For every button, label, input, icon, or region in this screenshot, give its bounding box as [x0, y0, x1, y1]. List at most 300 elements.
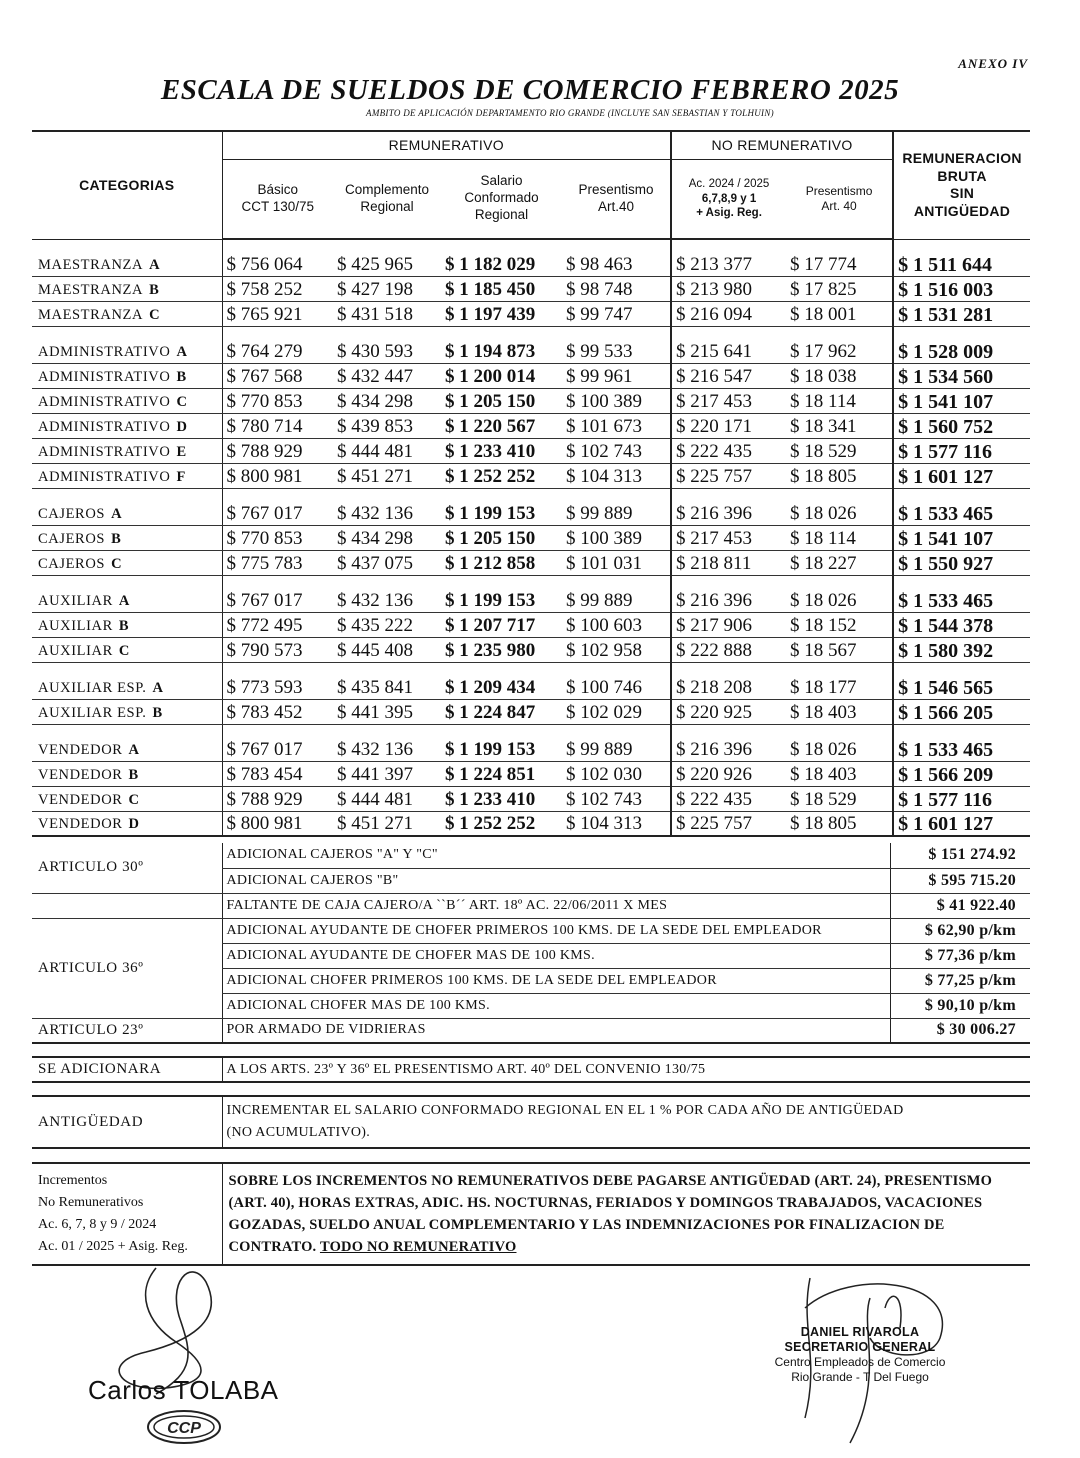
- antiguedad-desc: INCREMENTAR EL SALARIO CONFORMADO REGIONAL EN EL 1 % POR CADA AÑO DE ANTIGÜEDAD (NO ACUMULATIVO).: [222, 1096, 1030, 1148]
- cell-presentismo-nr: $ 18 529: [786, 786, 893, 811]
- cell-presentismo-nr: $ 18 529: [786, 438, 893, 463]
- cell-remuneracion-bruta: $ 1 550 927: [893, 550, 1030, 575]
- cell-presentismo: $ 102 030: [562, 761, 671, 786]
- header-bruta-line4: ANTIGÜEDAD: [913, 202, 1011, 219]
- category-cell: [32, 251, 222, 276]
- header-salario-line3: Regional: [474, 207, 529, 223]
- right-signature-block: [770, 1325, 950, 1385]
- header-bruta-line2: BRUTA: [937, 167, 987, 184]
- cell-remuneracion-bruta: $ 1 580 392: [893, 637, 1030, 662]
- header-complemento: [333, 159, 441, 239]
- document-subtitle: AMBITO DE APLICACIÓN DEPARTAMENTO RIO GRANDE (INCLUYE SAN SEBASTIAN Y TOLHUIN): [366, 108, 774, 118]
- spacer-cell: [893, 326, 1030, 338]
- cell-presentismo: $ 98 463: [562, 251, 671, 276]
- table-row: [32, 736, 1030, 761]
- cell-presentismo: $ 102 743: [562, 786, 671, 811]
- spacer-cell: [671, 662, 786, 674]
- cell-presentismo: $ 99 533: [562, 338, 671, 363]
- spacer-cell: [333, 575, 441, 587]
- cell-presentismo-nr: $ 18 403: [786, 761, 893, 786]
- header-presentismo-nr-line2: Art. 40: [821, 198, 857, 213]
- header-acuerdo-line3: + Asig. Reg.: [696, 206, 762, 219]
- category-name: VENDEDOR: [38, 791, 123, 808]
- category-name: VENDEDOR: [38, 816, 123, 832]
- table-row: [32, 637, 1030, 662]
- cell-basico: $ 770 853: [222, 525, 333, 550]
- category-cell: [32, 550, 222, 575]
- header-salario-line1: Salario: [480, 173, 523, 189]
- category-name: AUXILIAR: [38, 617, 113, 634]
- category-letter: A: [176, 343, 188, 360]
- header-bruta-line3: SIN: [949, 185, 975, 202]
- spacer-cell: [333, 488, 441, 500]
- spacer-cell: [333, 724, 441, 736]
- cell-acuerdo: $ 216 094: [671, 301, 786, 326]
- notes-label: [32, 1163, 222, 1265]
- cell-basico: $ 767 017: [222, 587, 333, 612]
- cell-presentismo-nr: $ 18 805: [786, 811, 893, 836]
- cell-acuerdo: $ 213 980: [671, 276, 786, 301]
- category-letter: C: [149, 306, 161, 323]
- category-cell: [32, 612, 222, 637]
- spacer-cell: [786, 575, 893, 587]
- cell-presentismo: $ 99 889: [562, 736, 671, 761]
- header-salario-line2: Conformado: [464, 190, 539, 206]
- spacer-cell: [222, 724, 333, 736]
- table-row: [32, 786, 1030, 811]
- spacer-cell: [441, 575, 562, 587]
- cell-presentismo: $ 100 746: [562, 674, 671, 699]
- header-presentismo-line2: Art.40: [598, 198, 635, 214]
- spacer: [32, 1082, 1030, 1096]
- left-signature-name: Carlos TOLABA: [88, 1375, 279, 1405]
- cell-basico: $ 800 981: [222, 811, 333, 836]
- cell-acuerdo: $ 213 377: [671, 251, 786, 276]
- document-title: ESCALA DE SUELDOS DE COMERCIO FEBRERO 2025: [160, 74, 900, 106]
- cell-presentismo-nr: $ 18 001: [786, 301, 893, 326]
- art36-label: ARTICULO 36º: [32, 918, 222, 1018]
- cell-acuerdo: $ 220 925: [671, 699, 786, 724]
- spacer-cell: [893, 724, 1030, 736]
- cell-presentismo-nr: $ 18 177: [786, 674, 893, 699]
- spacer-cell: [671, 488, 786, 500]
- cell-acuerdo: $ 216 547: [671, 363, 786, 388]
- spacer-cell: [786, 662, 893, 674]
- spacer-cell: [333, 239, 441, 251]
- cell-salario-conformado: $ 1 252 252: [441, 463, 562, 488]
- table-row: [32, 463, 1030, 488]
- spacer-cell: [671, 724, 786, 736]
- cell-basico: $ 767 017: [222, 500, 333, 525]
- ccp-stamp-logo: [146, 1409, 222, 1445]
- cell-complemento: $ 432 136: [333, 736, 441, 761]
- header-presentismo: [562, 159, 671, 239]
- right-signature-title: SECRETARIO GENERAL: [784, 1340, 936, 1354]
- art23-amount: $ 30 006.27: [890, 1018, 1030, 1043]
- cell-complemento: $ 439 853: [333, 413, 441, 438]
- category-name: AUXILIAR ESP.: [38, 704, 147, 721]
- category-cell: [32, 525, 222, 550]
- cell-remuneracion-bruta: $ 1 511 644: [893, 251, 1030, 276]
- category-name: CAJEROS: [38, 555, 106, 572]
- table-row: [32, 525, 1030, 550]
- cell-salario-conformado: $ 1 209 434: [441, 674, 562, 699]
- cell-complemento: $ 441 397: [333, 761, 441, 786]
- category-name: ADMINISTRATIVO: [38, 343, 171, 360]
- cell-remuneracion-bruta: $ 1 566 205: [893, 699, 1030, 724]
- cell-remuneracion-bruta: $ 1 533 465: [893, 587, 1030, 612]
- cell-basico: $ 775 783: [222, 550, 333, 575]
- category-cell: [32, 637, 222, 662]
- cell-basico: $ 783 452: [222, 699, 333, 724]
- notes-label-line3: Ac. 6, 7, 8 y 9 / 2024: [38, 1217, 157, 1232]
- cell-remuneracion-bruta: $ 1 560 752: [893, 413, 1030, 438]
- header-categorias: CATEGORIAS: [32, 131, 222, 239]
- cell-complemento: $ 430 593: [333, 338, 441, 363]
- spacer-cell: [786, 326, 893, 338]
- cell-basico: $ 788 929: [222, 786, 333, 811]
- group-spacer: [32, 662, 1030, 674]
- cell-salario-conformado: $ 1 199 153: [441, 736, 562, 761]
- cell-presentismo-nr: $ 18 038: [786, 363, 893, 388]
- art30-label: ARTICULO 30º: [32, 843, 222, 893]
- cell-salario-conformado: $ 1 224 847: [441, 699, 562, 724]
- cell-presentismo: $ 102 743: [562, 438, 671, 463]
- cell-complemento: $ 434 298: [333, 525, 441, 550]
- category-name: MAESTRANZA: [38, 306, 144, 323]
- cell-basico: $ 767 568: [222, 363, 333, 388]
- header-remuneracion-bruta: [893, 131, 1030, 239]
- header-bruta-line1: REMUNERACION: [902, 150, 1022, 167]
- spacer-cell: [32, 488, 222, 500]
- spacer-cell: [441, 488, 562, 500]
- spacer-cell: [222, 575, 333, 587]
- category-letter: C: [128, 791, 140, 808]
- table-row: [32, 251, 1030, 276]
- cell-basico: $ 780 714: [222, 413, 333, 438]
- group-spacer: [32, 326, 1030, 338]
- salary-table-body: [32, 239, 1030, 836]
- header-basico-line1: Básico: [257, 181, 299, 197]
- cell-presentismo-nr: $ 17 825: [786, 276, 893, 301]
- cell-presentismo-nr: $ 18 114: [786, 525, 893, 550]
- cell-salario-conformado: $ 1 235 980: [441, 637, 562, 662]
- cell-presentismo-nr: $ 18 152: [786, 612, 893, 637]
- cell-remuneracion-bruta: $ 1 544 378: [893, 612, 1030, 637]
- category-letter: A: [149, 256, 161, 273]
- header-acuerdo-line2: 6,7,8,9 y 1: [701, 192, 757, 205]
- art36-item-1-amount: $ 62,90 p/km: [890, 918, 1030, 943]
- category-cell: [32, 699, 222, 724]
- table-row: [32, 674, 1030, 699]
- category-cell: [32, 338, 222, 363]
- cell-presentismo: $ 98 748: [562, 276, 671, 301]
- cell-acuerdo: $ 220 926: [671, 761, 786, 786]
- cell-salario-conformado: $ 1 197 439: [441, 301, 562, 326]
- category-name: MAESTRANZA: [38, 281, 144, 298]
- cell-presentismo-nr: $ 18 227: [786, 550, 893, 575]
- cell-presentismo-nr: $ 18 114: [786, 388, 893, 413]
- category-name: ADMINISTRATIVO: [38, 393, 171, 410]
- group-spacer: [32, 724, 1030, 736]
- faltante-desc: FALTANTE DE CAJA CAJERO/A ``B´´ ART. 18º AC. 22/06/2011 X MES: [222, 893, 890, 918]
- header-presentismo-line1: Presentismo: [578, 181, 654, 197]
- category-name: ADMINISTRATIVO: [38, 443, 171, 460]
- table-row: [32, 338, 1030, 363]
- se-adicionara-label: SE ADICIONARA: [32, 1057, 222, 1082]
- cell-presentismo-nr: $ 17 774: [786, 251, 893, 276]
- cell-remuneracion-bruta: $ 1 601 127: [893, 811, 1030, 836]
- spacer-cell: [562, 724, 671, 736]
- cell-presentismo: $ 99 889: [562, 500, 671, 525]
- group-spacer: [32, 239, 1030, 251]
- spacer-cell: [32, 575, 222, 587]
- category-letter: C: [118, 642, 130, 659]
- category-letter: D: [128, 816, 140, 832]
- cell-basico: $ 770 853: [222, 388, 333, 413]
- spacer-cell: [32, 724, 222, 736]
- cell-complemento: $ 435 841: [333, 674, 441, 699]
- cell-presentismo-nr: $ 18 341: [786, 413, 893, 438]
- cell-presentismo: $ 99 961: [562, 363, 671, 388]
- header-acuerdo-line1: Ac. 2024 / 2025: [688, 178, 770, 191]
- spacer-cell: [32, 662, 222, 674]
- spacer-cell: [671, 326, 786, 338]
- spacer-cell: [562, 488, 671, 500]
- cell-complemento: $ 444 481: [333, 438, 441, 463]
- cell-complemento: $ 431 518: [333, 301, 441, 326]
- faltante-amount: $ 41 922.40: [890, 893, 1030, 918]
- notes-label-line2: No Remunerativos: [38, 1195, 144, 1210]
- spacer-cell: [786, 488, 893, 500]
- header-no-remunerativo: NO REMUNERATIVO: [671, 131, 893, 159]
- cell-presentismo-nr: $ 18 026: [786, 500, 893, 525]
- cell-acuerdo: $ 216 396: [671, 736, 786, 761]
- cell-remuneracion-bruta: $ 1 533 465: [893, 500, 1030, 525]
- right-signature-name: DANIEL RIVAROLA: [800, 1325, 920, 1339]
- additionals-table: [32, 843, 1030, 1149]
- art23-desc: POR ARMADO DE VIDRIERAS: [222, 1018, 890, 1043]
- cell-complemento: $ 432 136: [333, 500, 441, 525]
- header-basico-line2: CCT 130/75: [241, 198, 315, 214]
- cell-salario-conformado: $ 1 212 858: [441, 550, 562, 575]
- cell-complemento: $ 444 481: [333, 786, 441, 811]
- spacer-cell: [786, 724, 893, 736]
- category-cell: [32, 363, 222, 388]
- cell-presentismo-nr: $ 18 026: [786, 587, 893, 612]
- table-row: [32, 761, 1030, 786]
- art36-item-3-amount: $ 77,25 p/km: [890, 968, 1030, 993]
- category-letter: B: [118, 617, 130, 634]
- cell-complemento: $ 441 395: [333, 699, 441, 724]
- spacer-cell: [222, 326, 333, 338]
- faltante-label-cell: [32, 893, 222, 918]
- category-cell: [32, 786, 222, 811]
- spacer-cell: [786, 239, 893, 251]
- cell-presentismo: $ 101 031: [562, 550, 671, 575]
- category-cell: [32, 388, 222, 413]
- cell-basico: $ 765 921: [222, 301, 333, 326]
- spacer-cell: [562, 575, 671, 587]
- spacer-cell: [441, 724, 562, 736]
- art36-item-3-desc: ADICIONAL CHOFER PRIMEROS 100 KMS. DE LA SEDE DEL EMPLEADOR: [222, 968, 890, 993]
- header-complemento-line1: Complemento: [344, 181, 430, 197]
- cell-acuerdo: $ 225 757: [671, 811, 786, 836]
- cell-remuneracion-bruta: $ 1 528 009: [893, 338, 1030, 363]
- right-signature-org-line1: Centro Empleados de Comercio: [774, 1355, 946, 1369]
- category-name: AUXILIAR: [38, 642, 113, 659]
- cell-presentismo: $ 100 603: [562, 612, 671, 637]
- spacer-cell: [222, 488, 333, 500]
- cell-acuerdo: $ 220 171: [671, 413, 786, 438]
- category-letter: B: [152, 704, 163, 721]
- cell-presentismo-nr: $ 18 026: [786, 736, 893, 761]
- cell-salario-conformado: $ 1 194 873: [441, 338, 562, 363]
- cell-complemento: $ 425 965: [333, 251, 441, 276]
- cell-acuerdo: $ 225 757: [671, 463, 786, 488]
- category-cell: [32, 736, 222, 761]
- cell-complemento: $ 432 447: [333, 363, 441, 388]
- antiguedad-label: ANTIGÜEDAD: [32, 1096, 222, 1148]
- spacer-cell: [32, 326, 222, 338]
- cell-acuerdo: $ 217 453: [671, 525, 786, 550]
- art30-item-2-amount: $ 595 715.20: [890, 868, 1030, 893]
- category-name: ADMINISTRATIVO: [38, 468, 171, 485]
- cell-presentismo-nr: $ 18 403: [786, 699, 893, 724]
- spacer-cell: [562, 662, 671, 674]
- spacer-cell: [222, 662, 333, 674]
- se-adicionara-desc: A LOS ARTS. 23º Y 36º EL PRESENTISMO ART. 40º DEL CONVENIO 130/75: [222, 1057, 1030, 1082]
- cell-presentismo: $ 100 389: [562, 525, 671, 550]
- spacer-cell: [333, 662, 441, 674]
- cell-acuerdo: $ 218 208: [671, 674, 786, 699]
- category-letter: B: [111, 530, 122, 547]
- table-row: [32, 301, 1030, 326]
- cell-remuneracion-bruta: $ 1 546 565: [893, 674, 1030, 699]
- cell-salario-conformado: $ 1 205 150: [441, 525, 562, 550]
- right-signature-org-line2: Rio Grande - T Del Fuego: [791, 1370, 929, 1384]
- cell-remuneracion-bruta: $ 1 534 560: [893, 363, 1030, 388]
- category-cell: [32, 761, 222, 786]
- art30-item-1-amount: $ 151 274.92: [890, 843, 1030, 868]
- art36-item-4-desc: ADICIONAL CHOFER MAS DE 100 KMS.: [222, 993, 890, 1018]
- cell-remuneracion-bruta: $ 1 531 281: [893, 301, 1030, 326]
- cell-presentismo-nr: $ 18 567: [786, 637, 893, 662]
- cell-basico: $ 800 981: [222, 463, 333, 488]
- category-name: AUXILIAR ESP.: [38, 679, 147, 696]
- cell-remuneracion-bruta: $ 1 516 003: [893, 276, 1030, 301]
- cell-presentismo: $ 104 313: [562, 811, 671, 836]
- category-name: VENDEDOR: [38, 741, 123, 758]
- cell-remuneracion-bruta: $ 1 601 127: [893, 463, 1030, 488]
- notes-label-line1: Incrementos: [38, 1173, 108, 1188]
- category-name: ADMINISTRATIVO: [38, 418, 171, 435]
- header-remunerativo: REMUNERATIVO: [222, 131, 671, 159]
- category-name: MAESTRANZA: [38, 256, 144, 273]
- cell-acuerdo: $ 222 888: [671, 637, 786, 662]
- notes-text: [222, 1163, 1030, 1265]
- category-cell: [32, 587, 222, 612]
- cell-basico: $ 756 064: [222, 251, 333, 276]
- header-presentismo-nr-line1: Presentismo: [805, 183, 873, 198]
- cell-salario-conformado: $ 1 199 153: [441, 500, 562, 525]
- cell-remuneracion-bruta: $ 1 541 107: [893, 525, 1030, 550]
- salary-table: [32, 130, 1030, 837]
- table-row: [32, 550, 1030, 575]
- art36-item-1-desc: ADICIONAL AYUDANTE DE CHOFER PRIMEROS 100 KMS. DE LA SEDE DEL EMPLEADOR: [222, 918, 890, 943]
- cell-salario-conformado: $ 1 224 851: [441, 761, 562, 786]
- art36-item-4-amount: $ 90,10 p/km: [890, 993, 1030, 1018]
- cell-presentismo: $ 104 313: [562, 463, 671, 488]
- table-row: [32, 363, 1030, 388]
- annex-label: ANEXO IV: [958, 56, 1028, 71]
- spacer-cell: [893, 662, 1030, 674]
- category-cell: [32, 413, 222, 438]
- cell-remuneracion-bruta: $ 1 566 209: [893, 761, 1030, 786]
- cell-basico: $ 764 279: [222, 338, 333, 363]
- cell-acuerdo: $ 216 396: [671, 587, 786, 612]
- group-spacer: [32, 575, 1030, 587]
- notes-body: SOBRE LOS INCREMENTOS NO REMUNERATIVOS DEBE PAGARSE ANTIGÜEDAD (ART. 24), PRESENTISMO (ART. 40), HORAS EXTRAS, ADIC. HS. NOCTURNAS, FERIADOS Y DOMINGOS TRABAJADOS, VACACIONES GOZADAS, SUELDO ANUAL COMPLEMENTARIO Y LAS INDEMNIZACIONES POR FINALIZACION DE CONTRATO.: [228, 1173, 993, 1255]
- cell-acuerdo: $ 217 906: [671, 612, 786, 637]
- notes-label-line4: Ac. 01 / 2025 + Asig. Reg.: [38, 1239, 188, 1254]
- table-row: [32, 612, 1030, 637]
- cell-remuneracion-bruta: $ 1 541 107: [893, 388, 1030, 413]
- category-letter: C: [111, 555, 123, 572]
- category-letter: D: [176, 418, 188, 435]
- cell-remuneracion-bruta: $ 1 533 465: [893, 736, 1030, 761]
- category-letter: B: [176, 368, 187, 385]
- spacer-cell: [893, 488, 1030, 500]
- cell-salario-conformado: $ 1 233 410: [441, 786, 562, 811]
- category-cell: [32, 463, 222, 488]
- art30-item-2-desc: ADICIONAL CAJEROS "B": [222, 868, 890, 893]
- spacer-cell: [893, 239, 1030, 251]
- art30-item-1-desc: ADICIONAL CAJEROS "A" Y "C": [222, 843, 890, 868]
- cell-basico: $ 790 573: [222, 637, 333, 662]
- header-presentismo-nr: [786, 159, 893, 239]
- cell-acuerdo: $ 222 435: [671, 438, 786, 463]
- category-letter: E: [176, 443, 187, 460]
- cell-complemento: $ 432 136: [333, 587, 441, 612]
- spacer-cell: [441, 239, 562, 251]
- cell-presentismo: $ 102 029: [562, 699, 671, 724]
- category-letter: A: [111, 505, 123, 522]
- cell-basico: $ 772 495: [222, 612, 333, 637]
- table-row: [32, 699, 1030, 724]
- cell-complemento: $ 427 198: [333, 276, 441, 301]
- cell-complemento: $ 437 075: [333, 550, 441, 575]
- category-cell: [32, 276, 222, 301]
- cell-remuneracion-bruta: $ 1 577 116: [893, 786, 1030, 811]
- cell-basico: $ 773 593: [222, 674, 333, 699]
- category-name: ADMINISTRATIVO: [38, 368, 171, 385]
- art36-item-2-amount: $ 77,36 p/km: [890, 943, 1030, 968]
- group-spacer: [32, 488, 1030, 500]
- cell-basico: $ 788 929: [222, 438, 333, 463]
- cell-complemento: $ 445 408: [333, 637, 441, 662]
- cell-salario-conformado: $ 1 220 567: [441, 413, 562, 438]
- header-complemento-line2: Regional: [360, 198, 414, 214]
- category-name: CAJEROS: [38, 505, 106, 522]
- cell-salario-conformado: $ 1 252 252: [441, 811, 562, 836]
- cell-presentismo: $ 101 673: [562, 413, 671, 438]
- cell-acuerdo: $ 217 453: [671, 388, 786, 413]
- spacer-cell: [441, 326, 562, 338]
- cell-acuerdo: $ 222 435: [671, 786, 786, 811]
- ccp-stamp-text: CCP: [167, 1420, 201, 1437]
- cell-remuneracion-bruta: $ 1 577 116: [893, 438, 1030, 463]
